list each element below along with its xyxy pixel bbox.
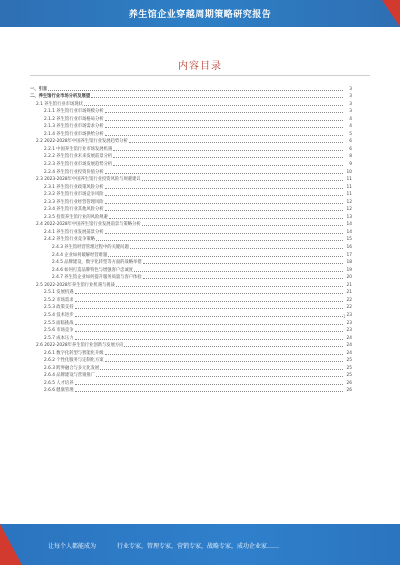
toc-leader-dots [116,285,343,287]
toc-leader-dots [143,277,343,279]
toc-leader-dots [113,164,343,166]
toc-entry-page: 4 [349,124,352,130]
toc-entry-page: 6 [349,146,352,152]
toc-entry[interactable] [30,92,352,100]
toc-entry[interactable] [30,152,352,160]
toc-entry[interactable] [30,258,352,266]
toc-leader-dots [75,330,344,332]
toc-leader-dots [105,111,343,113]
toc-entry[interactable] [30,273,352,281]
toc-leader-dots [75,300,344,302]
toc-entry-label: 2.4.6 如何打造品牌特色与增强客户忠诚度 [52,267,134,273]
toc-leader-dots [96,375,343,377]
toc-entry-label: 2.3 2023-2028年中国养生馆行业投资风险与规避建议 [36,177,141,183]
toc-entry-page: 14 [346,222,352,228]
toc-entry-label: 2.3.3 养生馆行业经营管理风险 [44,199,104,205]
toc-entry[interactable] [30,288,352,296]
toc-entry-page: 12 [346,207,352,213]
toc-entry-page: 6 [349,139,352,145]
toc-leader-dots [91,96,343,98]
toc-entry[interactable] [30,182,352,190]
toc-entry-label: 2.3.1 养生馆行业政策风险分析 [44,184,104,190]
toc-entry-label: 2.1.4 养生馆行业市场供给分析 [44,131,104,137]
toc-entry-page: 11 [346,184,352,190]
toc-leader-dots [75,307,344,309]
toc-leader-dots [142,179,343,181]
toc-entry[interactable] [30,318,352,326]
toc-leader-dots [124,345,343,347]
toc-entry-page: 14 [346,229,352,235]
footer-slogan-left: 让每个人都能成为 [48,543,97,550]
toc-entry[interactable] [30,175,352,183]
toc-leader-dots [75,390,344,392]
toc-entry-label: 2.4 2022-2028年中国养生馆行业发展前景与策略分析 [36,222,141,228]
toc-entry-label: 2.6.1 数字化转型与智能化升级 [44,350,104,356]
toc-entry-label: 2.6.5 人才培养 [44,380,74,386]
toc-entry-label: 2.5.1 发展机遇 [44,290,74,296]
toc-entry-label: 2.6 2022-2028年养生馆行业创新与发展方向 [36,343,124,349]
toc-entry-label: 2.4.1 养生馆行业发展前景分析 [44,229,104,235]
toc-leader-dots [75,315,344,317]
toc-entry[interactable] [30,129,352,137]
toc-leader-dots [142,224,343,226]
toc-entry[interactable] [30,242,352,250]
toc-entry[interactable] [30,348,352,356]
toc-leader-dots [105,360,343,362]
toc-entry-page: 8 [349,154,352,160]
toc-entry-page: 3 [349,86,352,92]
toc-entry-label: 2.1.2 养生馆行业市场格局分析 [44,116,104,122]
toc-entry-page: 26 [346,388,352,394]
toc-entry[interactable] [30,303,352,311]
toc-entry-page: 11 [346,192,352,198]
toc-entry-page: 18 [346,260,352,266]
toc-entry-page: 21 [346,290,352,296]
toc-entry[interactable] [30,114,352,122]
toc-entry[interactable] [30,137,352,145]
toc-entry[interactable] [30,99,352,107]
toc-leader-dots [105,119,343,121]
toc-leader-dots [105,187,343,189]
toc-entry-label: 2.2.2 养生馆行业未来发展前景分析 [44,154,113,160]
toc-entry-label: 2.4.7 养生馆企业如何提升服务质量与客户体验 [52,275,142,281]
toc-entry-page: 12 [346,199,352,205]
toc-entry-page: 24 [346,335,352,341]
toc-leader-dots [75,383,344,385]
toc-heading: 内容目录 [178,61,222,72]
toc-entry-page: 24 [346,343,352,349]
toc-entry-label: 2.4.3 养生馆经营管理过程中的关键问题 [52,245,129,251]
toc-entry[interactable] [30,122,352,130]
toc-entry[interactable] [30,220,352,228]
toc-entry[interactable] [30,310,352,318]
footer-accent-shape [0,524,22,565]
toc-leader-dots [105,202,343,204]
toc-entry-label: 2.5.5 面临挑战 [44,320,74,326]
toc-entry-label: 一、引言 [30,86,48,92]
report-header-bar [0,0,400,27]
toc-entry-page: 25 [346,365,352,371]
toc-leader-dots [105,209,343,211]
toc-entry-label: 2.6.6 健康管理 [44,388,74,394]
toc-entry-page: 16 [346,245,352,251]
toc-leader-dots [84,104,343,106]
toc-entry-page: 17 [346,252,352,258]
toc-entry[interactable] [30,250,352,258]
toc-entry[interactable] [30,144,352,152]
toc-entry-page: 22 [346,305,352,311]
toc-entry-label: 2.3.5 投资养生馆行业的风险规避 [44,214,108,220]
toc-leader-dots [48,89,343,91]
toc-entry-page: 23 [346,312,352,318]
toc-entry-page: 23 [346,328,352,334]
toc-leader-dots [75,338,344,340]
toc-entry-label: 2.5.6 市场竞争 [44,328,74,334]
toc-entry[interactable] [30,212,352,220]
toc-entry-label: 2.6.2 个性化服务与定制化方案 [44,358,104,364]
toc-entry[interactable] [30,356,352,364]
toc-leader-dots [113,149,343,151]
toc-entry-label: 2.2.1 中国养生馆行业市场发展机遇 [44,146,113,152]
toc-leader-dots [96,239,343,241]
toc-leader-dots [143,262,343,264]
toc-entry[interactable] [30,197,352,205]
toc-entry-page: 10 [346,169,352,175]
toc-entry-label: 2.2 2022-2028年中国养生馆行业发展趋势分析 [36,139,128,145]
toc-leader-dots [105,172,343,174]
table-of-contents [30,84,352,393]
toc-entry-page: 3 [349,101,352,107]
toc-entry[interactable] [30,159,352,167]
toc-leader-dots [113,156,343,158]
toc-entry-page: 5 [349,131,352,137]
toc-leader-dots [109,217,343,219]
toc-entry[interactable] [30,371,352,379]
toc-entry-page: 20 [346,275,352,281]
toc-entry-label: 2.4.2 养生馆行业竞争策略 [44,237,95,243]
toc-entry-page: 9 [349,162,352,168]
toc-entry-page: 25 [346,373,352,379]
toc-entry-page: 19 [346,267,352,273]
toc-leader-dots [130,247,343,249]
toc-entry[interactable] [30,235,352,243]
toc-entry[interactable] [30,227,352,235]
toc-leader-dots [75,292,344,294]
toc-entry-page: 23 [346,320,352,326]
toc-entry-page: 11 [346,177,352,183]
toc-entry[interactable] [30,386,352,394]
toc-entry-label: 2.4.5 品牌建设、数字化转型等方面的战略举措 [52,260,142,266]
toc-entry[interactable] [30,190,352,198]
toc-entry-page: 21 [346,282,352,288]
toc-entry-label: 2.2.4 养生馆行业投资价值分析 [44,169,104,175]
title-divider [30,75,370,76]
toc-entry[interactable] [30,378,352,386]
toc-leader-dots [105,353,343,355]
toc-entry-page: 13 [346,214,352,220]
page-number: 1 [343,314,346,319]
toc-leader-dots [105,194,343,196]
toc-leader-dots [100,368,343,370]
toc-entry[interactable] [30,341,352,349]
toc-entry-page: 15 [346,237,352,243]
toc-entry[interactable] [30,363,352,371]
toc-entry-label: 2.2.3 养生馆行业市场发展趋势分析 [44,162,113,168]
toc-entry-page: 3 [349,109,352,115]
toc-leader-dots [105,134,343,136]
toc-entry-label: 2.5.3 政策支持 [44,305,74,311]
toc-entry-page: 25 [346,358,352,364]
toc-entry-label: 2.6.4 品牌建设与营销推广 [44,373,95,379]
toc-leader-dots [129,141,343,143]
toc-entry-page: 4 [349,116,352,122]
toc-entry-label: 2.5 2022-2028年养生馆行业机遇与挑战 [36,282,115,288]
toc-entry-label: 2.5.7 成本压力 [44,335,74,341]
toc-entry[interactable] [30,295,352,303]
toc-entry-page: 26 [346,380,352,386]
toc-entry[interactable] [30,280,352,288]
toc-leader-dots [105,126,343,128]
toc-entry-label: 二、养生馆行业市场分析及展望 [30,94,91,100]
toc-leader-dots [105,232,343,234]
toc-leader-dots [108,255,343,257]
toc-entry[interactable] [30,205,352,213]
report-title: 养生馆企业穿越周期策略研究报告 [128,10,272,20]
toc-entry-label: 2.3.2 养生馆行业市场竞争风险 [44,192,104,198]
toc-entry-page: 24 [346,350,352,356]
toc-entry-label: 2.5.2 市场需求 [44,297,74,303]
toc-entry[interactable] [30,326,352,334]
toc-entry-label: 2.1 养生馆行业市场现状 [36,101,83,107]
toc-entry[interactable] [30,333,352,341]
toc-entry[interactable] [30,265,352,273]
toc-entry-label: 2.6.3 跨界融合与多元化发展 [44,365,100,371]
toc-entry[interactable] [30,167,352,175]
header-accent-shape [382,0,400,27]
toc-entry[interactable] [30,107,352,115]
toc-entry-label: 2.4.4 企业如何破解经营难题 [52,252,108,258]
toc-entry-label: 2.1.1 养生馆行业市场规模分析 [44,109,104,115]
toc-leader-dots [75,323,344,325]
toc-entry[interactable] [30,84,352,92]
toc-entry-label: 2.1.3 养生馆行业市场需求分析 [44,124,104,130]
footer-slogan-right: 行业专家，管理专家，营销专家，战略专家，成功企业家…… [117,543,280,550]
toc-entry-page: 3 [349,94,352,100]
toc-entry-page: 22 [346,297,352,303]
toc-leader-dots [134,270,343,272]
toc-entry-label: 2.5.4 技术进步 [44,312,74,318]
toc-entry-label: 2.3.4 养生馆行业其他风险分析 [44,207,104,213]
